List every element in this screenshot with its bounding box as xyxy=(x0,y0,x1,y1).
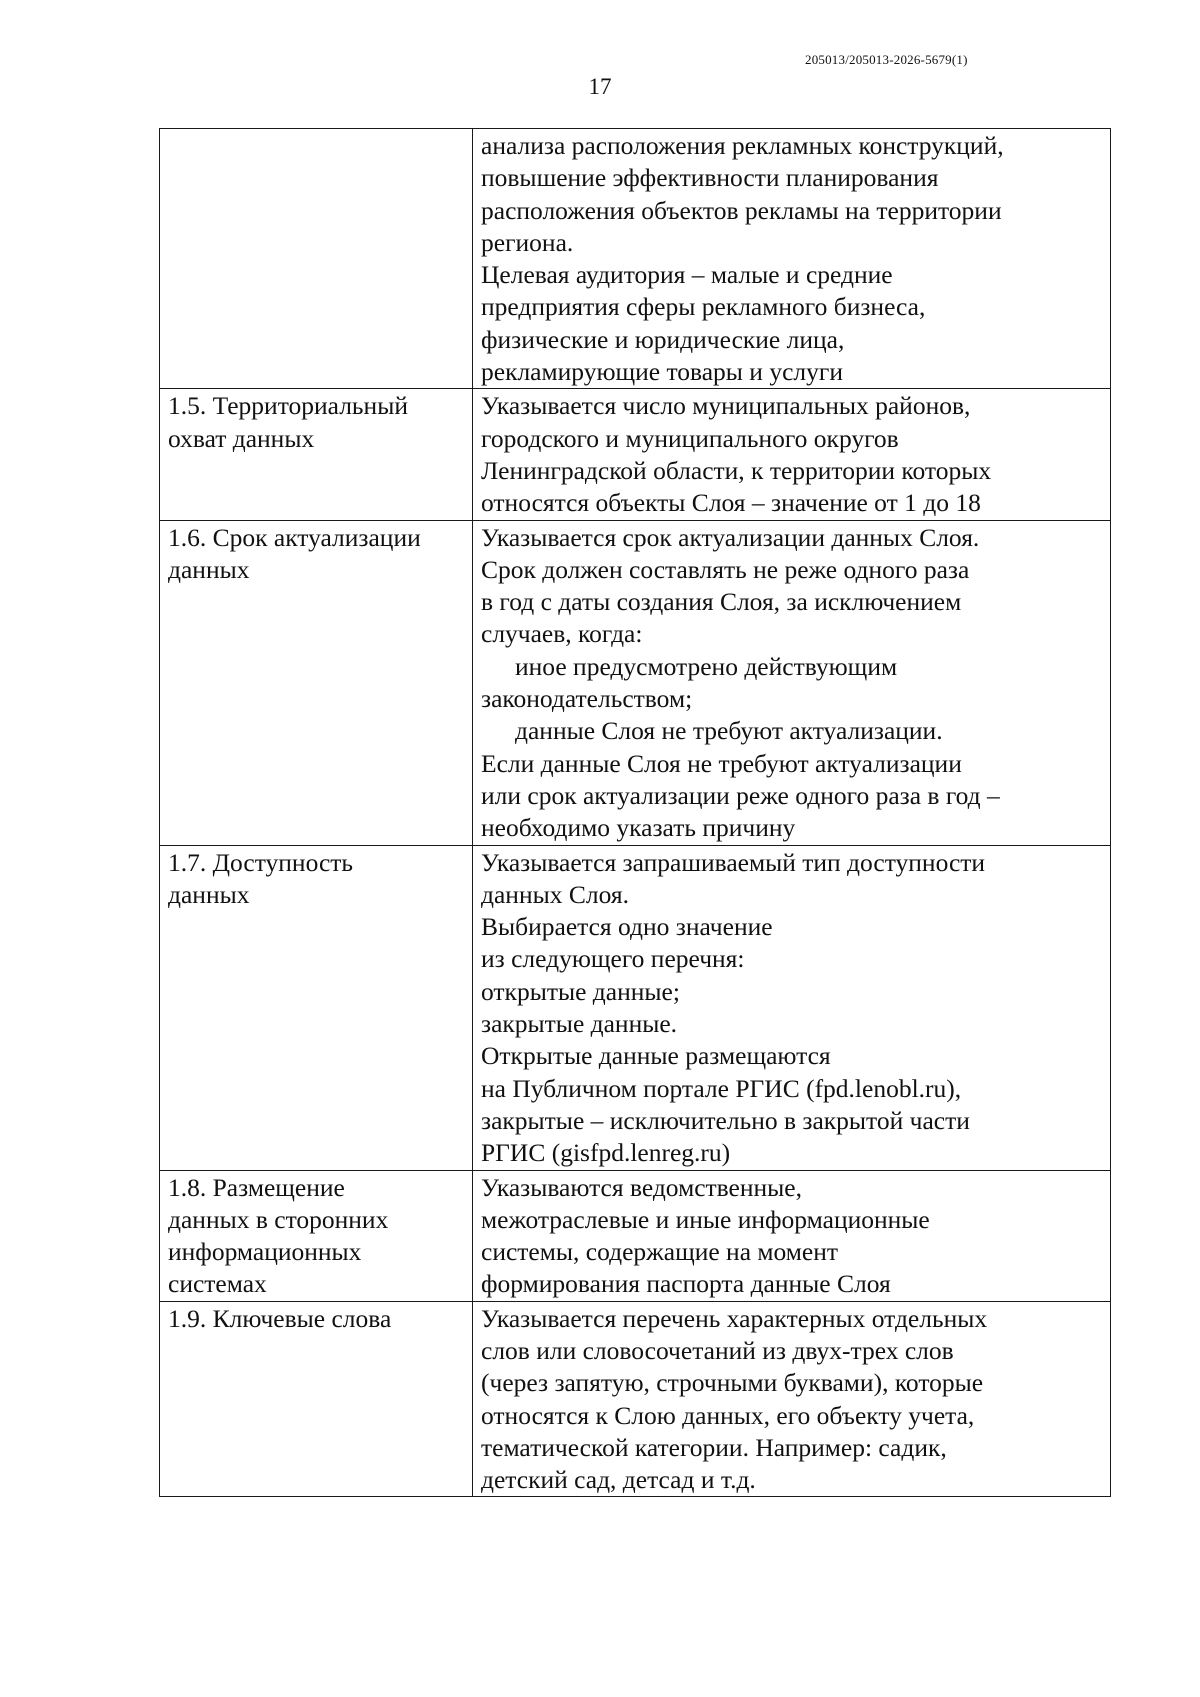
row-description-line: относятся к Слою данных, его объекту учета, xyxy=(481,1400,975,1430)
row-description-line: системы, содержащие на момент xyxy=(481,1237,839,1267)
row-label-line: системах xyxy=(168,1269,267,1299)
row-label-line: 1.8. Размещение xyxy=(168,1172,345,1202)
row-description-line: детский сад, детсад и т.д. xyxy=(481,1465,756,1495)
row-description-line: рекламирующие товары и услуги xyxy=(481,357,843,387)
row-description-line: закрытые – исключительно в закрытой части xyxy=(481,1105,970,1135)
row-description-line: законодательством; xyxy=(481,684,693,714)
row-label-cell xyxy=(160,389,473,520)
row-description-cell xyxy=(473,389,1111,520)
table-row xyxy=(160,1301,1111,1497)
row-label-line: 1.9. Ключевые слова xyxy=(168,1303,392,1333)
row-label-cell xyxy=(160,1301,473,1497)
row-label-line: информационных xyxy=(168,1237,362,1267)
row-description-cell xyxy=(473,845,1111,1170)
row-description-line: межотраслевые и иные информационные xyxy=(481,1204,930,1234)
row-description-line: физические и юридические лица, xyxy=(481,324,845,354)
row-description-line: случаев, когда: xyxy=(481,619,643,649)
row-description-line: Указывается перечень характерных отдельных xyxy=(481,1303,988,1333)
row-label-line: данных xyxy=(168,879,250,909)
row-description-line: Целевая аудитория – малые и средние xyxy=(481,260,893,290)
row-label-line: 1.7. Доступность xyxy=(168,847,354,877)
row-label-line: охват данных xyxy=(168,423,315,453)
row-description-line: Открытые данные размещаются xyxy=(481,1041,831,1071)
row-description-line: в год с даты создания Слоя, за исключением xyxy=(481,587,962,617)
row-description-line: относятся объекты Слоя – значение от 1 до 18 xyxy=(481,488,981,518)
row-description-line: Срок должен составлять не реже одного раза xyxy=(481,554,970,584)
row-label-cell xyxy=(160,845,473,1170)
row-description-line: РГИС (gisfpd.lenreg.ru) xyxy=(481,1138,731,1168)
row-description-line: на Публичном портале РГИС (fpd.lenobl.ru), xyxy=(481,1073,962,1103)
row-description-line: Ленинградской области, к территории которых xyxy=(481,455,992,485)
passport-table-body xyxy=(160,129,1111,1497)
row-description-line: предприятия сферы рекламного бизнеса, xyxy=(481,292,926,322)
row-description-line: Если данные Слоя не требуют актуализации xyxy=(481,748,962,778)
row-description-line: данные Слоя не требуют актуализации. xyxy=(515,716,943,746)
row-description-line: из следующего перечня: xyxy=(481,944,745,974)
row-description-line: Указывается число муниципальных районов, xyxy=(481,391,971,421)
row-description-line: региона. xyxy=(481,227,574,257)
row-label-line: 1.5. Территориальный xyxy=(168,391,408,421)
row-description-line: городского и муниципального округов xyxy=(481,423,899,453)
page-number: 17 xyxy=(588,74,612,99)
row-description-line: слов или словосочетаний из двух-трех слов xyxy=(481,1335,954,1365)
row-description-line: открытые данные; xyxy=(481,976,680,1006)
row-label-line: данных в сторонних xyxy=(168,1204,389,1234)
row-label-cell xyxy=(160,520,473,845)
row-description-line: Выбирается одно значение xyxy=(481,912,773,942)
row-description-cell xyxy=(473,129,1111,389)
passport-table xyxy=(159,128,1111,1497)
row-description-line: расположения объектов рекламы на территории xyxy=(481,195,1002,225)
table-row xyxy=(160,389,1111,520)
row-label-cell xyxy=(160,129,473,389)
row-label-line: 1.6. Срок актуализации xyxy=(168,522,421,552)
row-description-line: Указывается срок актуализации данных Слоя. xyxy=(481,522,980,552)
row-description-line: Указывается запрашиваемый тип доступности xyxy=(481,847,986,877)
row-description-line: необходимо указать причину xyxy=(481,813,796,843)
table-row xyxy=(160,520,1111,845)
row-description-cell xyxy=(473,1301,1111,1497)
row-description-line: Указываются ведомственные, xyxy=(481,1172,802,1202)
row-description-cell xyxy=(473,520,1111,845)
row-description-line: формирования паспорта данные Слоя xyxy=(481,1269,891,1299)
row-description-line: (через запятую, строчными буквами), которые xyxy=(481,1368,984,1398)
document-code: 205013/205013-2026-5679(1) xyxy=(805,52,968,67)
row-description-line: иное предусмотрено действующим xyxy=(515,651,898,681)
table-row xyxy=(160,845,1111,1170)
table-row xyxy=(160,1170,1111,1301)
row-description-line: данных Слоя. xyxy=(481,879,629,909)
row-description-line: тематической категории. Например: садик, xyxy=(481,1432,947,1462)
row-description-cell xyxy=(473,1170,1111,1301)
row-description-line: или срок актуализации реже одного раза в год – xyxy=(481,780,1000,810)
table-row xyxy=(160,129,1111,389)
row-description-line: анализа расположения рекламных конструкций, xyxy=(481,131,1004,160)
row-label-line: данных xyxy=(168,554,250,584)
row-label-cell xyxy=(160,1170,473,1301)
row-description-line: повышение эффективности планирования xyxy=(481,163,939,193)
row-description-line: закрытые данные. xyxy=(481,1009,678,1039)
